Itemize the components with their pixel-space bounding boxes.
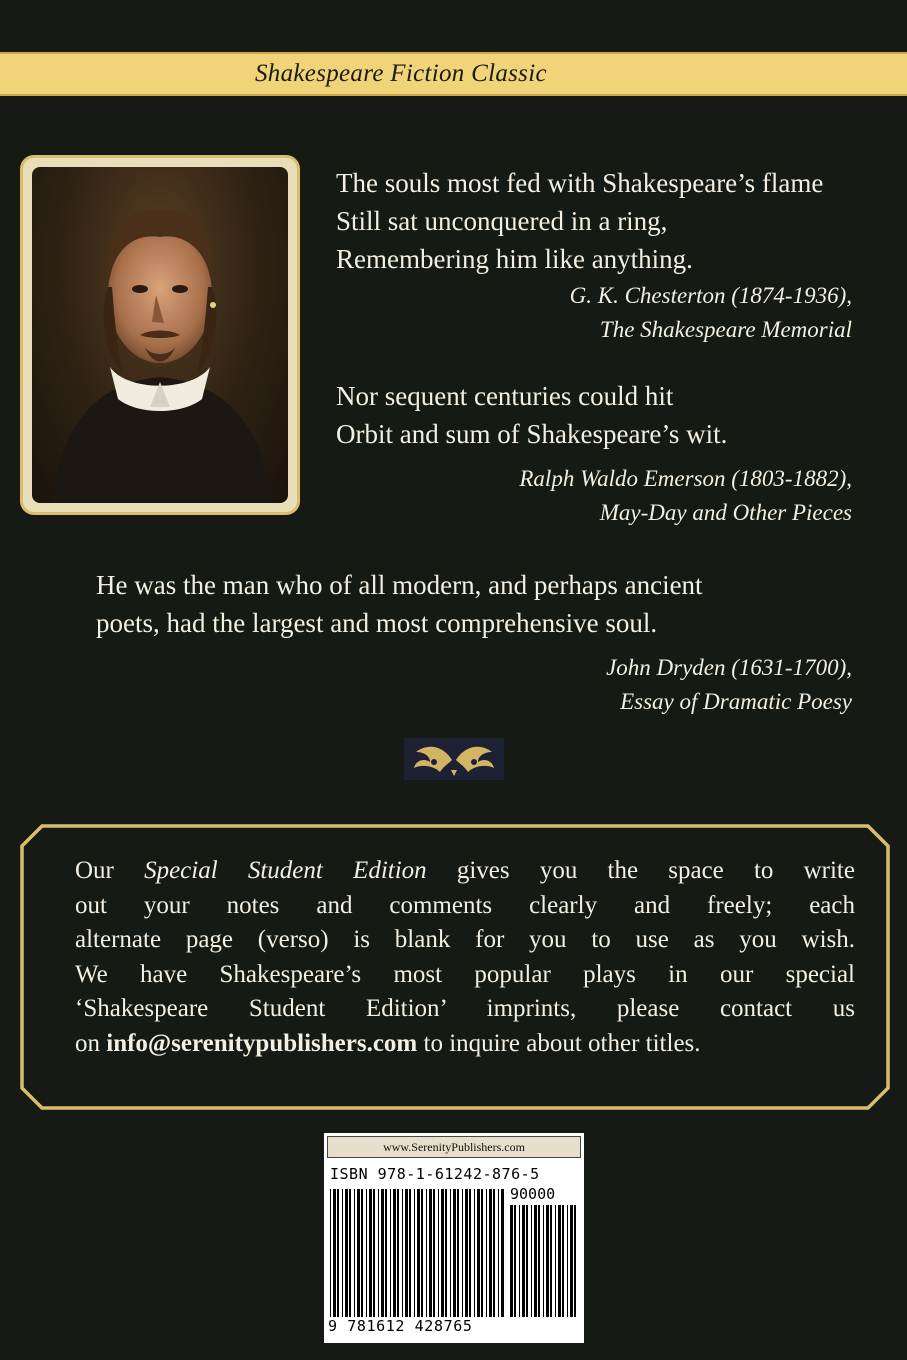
barcode-bar <box>409 1189 411 1317</box>
barcode-bar <box>555 1205 556 1317</box>
barcode-bar <box>438 1189 439 1317</box>
attribution-work: The Shakespeare Memorial <box>599 317 852 342</box>
barcode-bar <box>534 1205 537 1317</box>
barcode-bar <box>570 1205 573 1317</box>
barcode-bar <box>567 1205 568 1317</box>
notice-line-5: ‘Shakespeare Student Edition’ imprints, please contact us <box>75 995 855 1022</box>
barcode-bar <box>373 1189 375 1317</box>
edition-name: Special Student Edition <box>144 857 427 884</box>
portrait-illustration <box>32 167 288 503</box>
barcode-bar <box>474 1189 475 1317</box>
barcode-bar <box>357 1189 360 1317</box>
barcode-bar <box>333 1189 336 1317</box>
barcode-bar <box>489 1189 492 1317</box>
ean-barcode <box>330 1189 506 1317</box>
isbn-number: ISBN 978-1-61242-876-5 <box>330 1165 540 1183</box>
quote-line: The souls most fed with Shakespeare’s flame <box>336 168 824 198</box>
attribution-author: G. K. Chesterton (1874-1936), <box>569 283 852 308</box>
barcode-bar <box>429 1189 432 1317</box>
barcode-bar <box>501 1189 504 1317</box>
attribution-work: May-Day and Other Pieces <box>599 500 852 525</box>
attribution-emerson <box>519 462 852 530</box>
quote-line: Nor sequent centuries could hit <box>336 381 674 411</box>
series-title: Shakespeare Fiction Classic <box>255 60 547 87</box>
barcode-bar <box>381 1189 384 1317</box>
barcode-bar <box>402 1189 403 1317</box>
barcode-bar <box>417 1189 420 1317</box>
barcode-bar <box>397 1189 399 1317</box>
barcode-bar <box>546 1205 549 1317</box>
barcode-bar <box>393 1189 396 1317</box>
author-portrait-frame <box>20 155 300 515</box>
barcode-bar <box>531 1205 532 1317</box>
barcode-bar <box>366 1189 367 1317</box>
notice-line-3: alternate page (verso) is blank for you to use as you wish. <box>75 926 855 953</box>
attribution-author: John Dryden (1631-1700), <box>606 655 852 680</box>
barcode-bar <box>369 1189 372 1317</box>
barcode-bar <box>486 1189 487 1317</box>
barcode-bar <box>543 1205 544 1317</box>
attribution-chesterton <box>570 279 852 347</box>
notice-line-2: out your notes and comments clearly and freely; each <box>75 891 855 919</box>
barcode-bar <box>445 1189 447 1317</box>
quote-line: Still sat unconquered in a ring, <box>336 206 668 236</box>
barcode-bar <box>349 1189 351 1317</box>
notice-line-4: We have Shakespeare’s most popular plays in our special <box>75 960 855 988</box>
barcode-bar <box>514 1205 516 1317</box>
isbn-barcode-box <box>324 1133 584 1343</box>
barcode-bar <box>510 1205 513 1317</box>
series-banner <box>0 52 907 96</box>
barcode-bar <box>361 1189 363 1317</box>
barcode-bar <box>345 1189 348 1317</box>
barcode-bar <box>469 1189 471 1317</box>
contact-email-link[interactable]: info@serenitypublishers.com <box>106 1029 418 1057</box>
attribution-work: Essay of Dramatic Poesy <box>620 689 852 714</box>
quote-line: poets, had the largest and most comprehensive soul. <box>96 608 658 638</box>
barcode-bar <box>522 1205 525 1317</box>
quote-emerson <box>336 377 727 453</box>
publisher-website[interactable]: www.SerenityPublishers.com <box>327 1136 581 1158</box>
barcode-bar <box>385 1189 387 1317</box>
attribution-dryden <box>606 651 852 719</box>
barcode-bar <box>441 1189 444 1317</box>
barcode-bar <box>433 1189 435 1317</box>
barcode-bar <box>426 1189 427 1317</box>
barcode-bar <box>414 1189 415 1317</box>
barcode-bar <box>462 1189 463 1317</box>
quote-dryden <box>96 566 703 642</box>
barcode-bar <box>457 1189 459 1317</box>
barcode-bar <box>574 1205 576 1317</box>
price-barcode <box>510 1205 578 1317</box>
barcode-bar <box>405 1189 408 1317</box>
barcode-bar <box>450 1189 451 1317</box>
barcode-bar <box>558 1205 561 1317</box>
barcode-bar <box>378 1189 379 1317</box>
barcode-bar <box>562 1205 564 1317</box>
barcode-bar <box>481 1189 483 1317</box>
barcode-bar <box>550 1205 552 1317</box>
price-code: 90000 <box>510 1185 556 1203</box>
barcode-bar <box>519 1205 520 1317</box>
barcode-bar <box>354 1189 355 1317</box>
barcode-bar <box>498 1189 499 1317</box>
notice-line-6: on info@serenitypublishers.com to inquire about other titles. <box>75 1029 701 1057</box>
quote-chesterton <box>336 164 823 278</box>
quote-line: Orbit and sum of Shakespeare’s wit. <box>336 419 728 449</box>
student-edition-notice <box>20 824 890 1110</box>
quote-line: Remembering him like anything. <box>336 244 693 274</box>
barcode-bar <box>477 1189 480 1317</box>
barcode-bar <box>453 1189 456 1317</box>
barcode-bar <box>465 1189 468 1317</box>
barcode-bar <box>390 1189 391 1317</box>
attribution-author: Ralph Waldo Emerson (1803-1882), <box>519 466 852 491</box>
shakespeare-portrait <box>32 167 288 503</box>
barcode-bar <box>337 1189 339 1317</box>
barcode-bar <box>493 1189 495 1317</box>
barcode-bar <box>421 1189 423 1317</box>
barcode-bar <box>342 1189 343 1317</box>
fleuron-ornament-icon <box>404 738 504 780</box>
ean-digits: 9 781612 428765 <box>328 1317 473 1335</box>
quote-line: He was the man who of all modern, and perhaps ancient <box>96 570 703 600</box>
barcode-bar <box>526 1205 528 1317</box>
barcode-bar <box>538 1205 540 1317</box>
notice-text <box>75 854 855 1061</box>
notice-line-1: Our Special Student Edition gives you the space to write <box>75 857 855 884</box>
barcode-bar <box>330 1189 331 1317</box>
